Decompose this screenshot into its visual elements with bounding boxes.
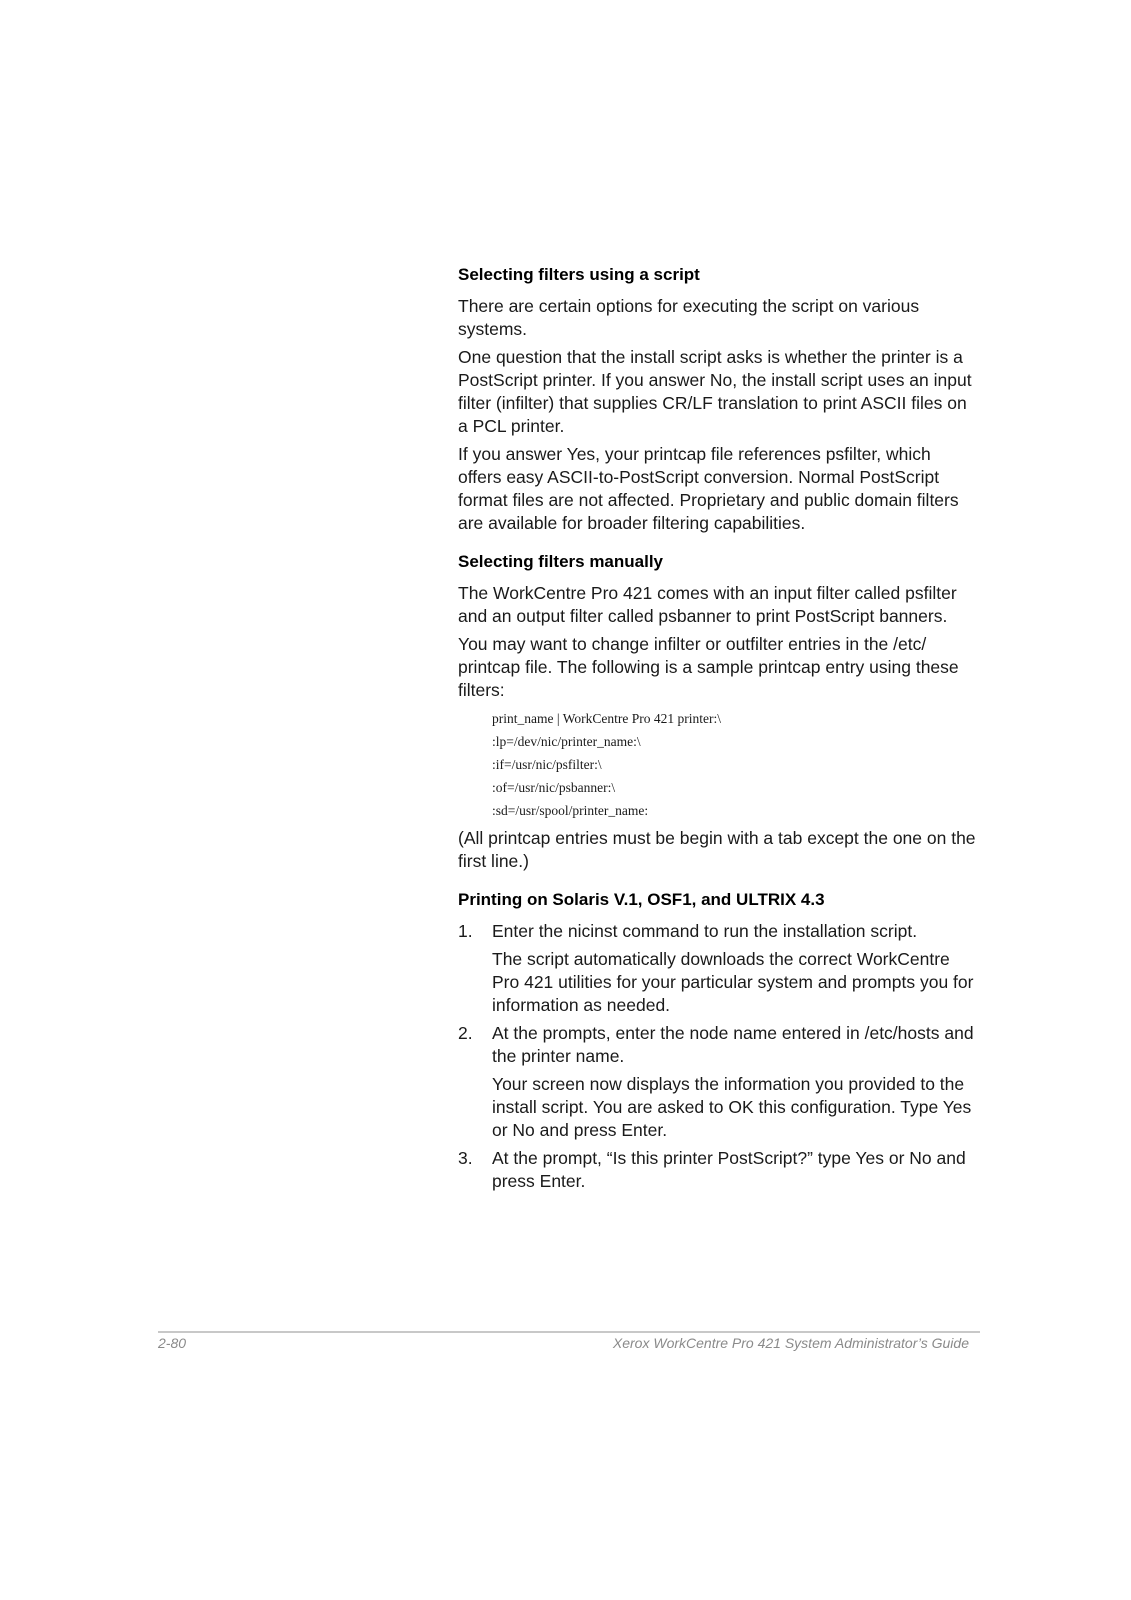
section-heading-printing-solaris: Printing on Solaris V.1, OSF1, and ULTRIX 4.3 xyxy=(458,890,825,909)
step-note: The script automatically downloads the correct WorkCentre Pro 421 utilities for your particular system and prompts you for information as needed. xyxy=(492,949,974,1015)
code-line: :if=/usr/nic/psfilter:\ xyxy=(492,757,602,772)
list-item xyxy=(458,1147,978,1193)
paragraph: The WorkCentre Pro 421 comes with an input filter called psfilter and an output filter called psbanner to print PostScript banners. xyxy=(458,583,957,626)
paragraph: You may want to change infilter or outfilter entries in the /etc/ printcap file. The following is a sample printcap entry using these filters: xyxy=(458,634,959,700)
step-text: At the prompts, enter the node name entered in /etc/hosts and the printer name. xyxy=(492,1023,974,1066)
paragraph: (All printcap entries must be begin with a tab except the one on the first line.) xyxy=(458,828,976,871)
code-line: :sd=/usr/spool/printer_name: xyxy=(492,803,649,818)
code-line: :of=/usr/nic/psbanner:\ xyxy=(492,780,616,795)
page-content xyxy=(458,264,978,1198)
step-text: Enter the nicinst command to run the installation script. xyxy=(492,921,918,941)
paragraph: If you answer Yes, your printcap file references psfilter, which offers easy ASCII-to-PostScript conversion. Normal PostScript format files are not affected. Proprietary and public domain filters are available for broader filtering capabilities. xyxy=(458,444,959,533)
step-number: 3. xyxy=(458,1148,473,1168)
printcap-code-sample xyxy=(492,707,978,822)
footer-divider xyxy=(158,1331,980,1333)
step-text: At the prompt, “Is this printer PostScript?” type Yes or No and press Enter. xyxy=(492,1148,966,1191)
section-heading-filters-manually: Selecting filters manually xyxy=(458,552,664,571)
paragraph: One question that the install script asks is whether the printer is a PostScript printer. If you answer No, the install script uses an input filter (infilter) that supplies CR/LF translation to print ASCII files on a PCL printer. xyxy=(458,347,972,436)
step-number: 2. xyxy=(458,1023,473,1043)
code-line: :lp=/dev/nic/printer_name:\ xyxy=(492,734,641,749)
step-list xyxy=(458,920,978,1193)
step-number: 1. xyxy=(458,921,473,941)
section-heading-filters-script: Selecting filters using a script xyxy=(458,265,700,284)
code-line: print_name | WorkCentre Pro 421 printer:\ xyxy=(492,711,721,726)
paragraph: There are certain options for executing the script on various systems. xyxy=(458,296,920,339)
page-number: 2-80 xyxy=(158,1335,187,1351)
list-item xyxy=(458,920,978,1017)
list-item xyxy=(458,1022,978,1142)
guide-title: Xerox WorkCentre Pro 421 System Administrator’s Guide xyxy=(612,1335,969,1351)
step-note: Your screen now displays the information you provided to the install script. You are asked to OK this configuration. Type Yes or No and press Enter. xyxy=(492,1074,972,1140)
